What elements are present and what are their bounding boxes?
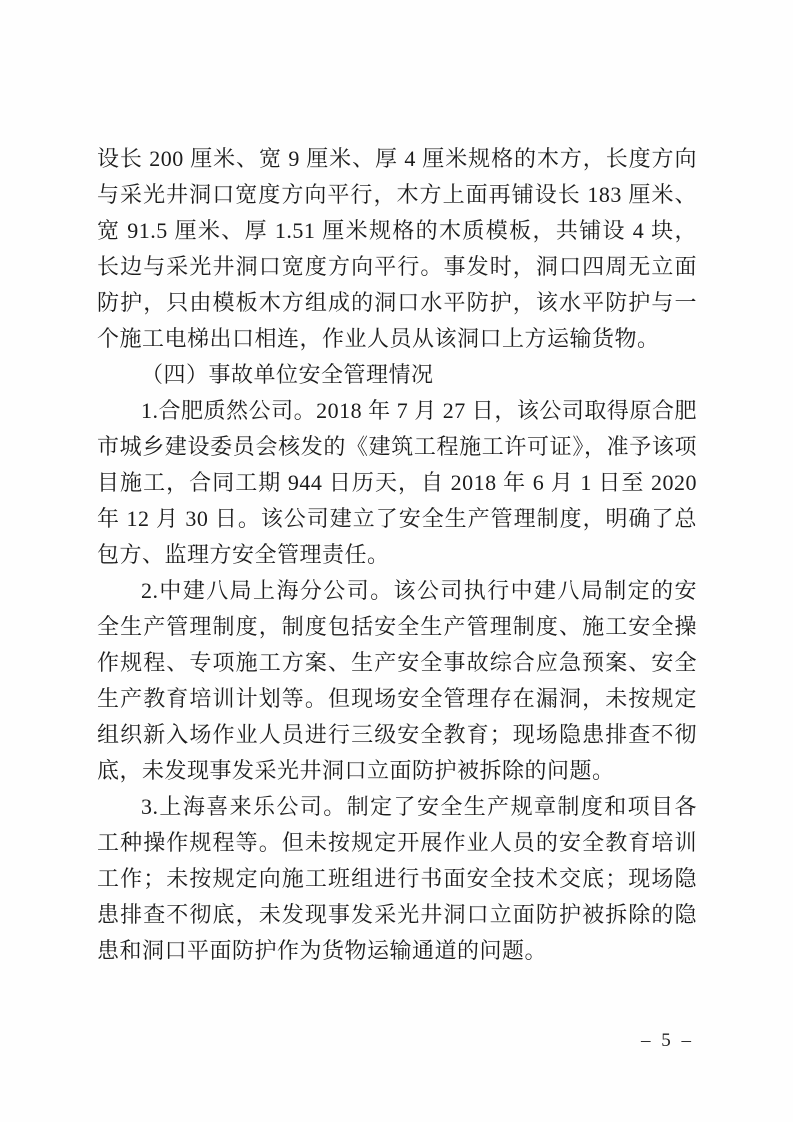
page-number: – 5 – (641, 1030, 694, 1051)
body-text (97, 141, 697, 969)
paragraph-item-3: 3.上海喜来乐公司。制定了安全生产规章制度和项目各工种操作规程等。但未按规定开展作业人员的安全教育培训工作；未按规定向施工班组进行书面安全技术交底；现场隐患排查不彻底，未发现事发采光井洞口立面防护被拆除的隐患和洞口平面防护作为货物运输通道的问题。 (97, 794, 697, 963)
section-heading: （四）事故单位安全管理情况 (141, 362, 434, 387)
paragraph-continuation: 设长 200 厘米、宽 9 厘米、厚 4 厘米规格的木方，长度方向与采光井洞口宽度方向平行，木方上面再铺设长 183 厘米、宽 91.5 厘米、厚 1.51 厘米规格的木质模板，共铺设 4 块，长边与采光井洞口宽度方向平行。事发时，洞口四周无立面防护，只由模板木方组成的洞口水平防护，该水平防护与一个施工电梯出口相连，作业人员从该洞口上方运输货物。 (97, 146, 697, 351)
paragraph-item-2: 2.中建八局上海分公司。该公司执行中建八局制定的安全生产管理制度，制度包括安全生产管理制度、施工安全操作规程、专项施工方案、生产安全事故综合应急预案、安全生产教育培训计划等。但现场安全管理存在漏洞，未按规定组织新入场作业人员进行三级安全教育；现场隐患排查不彻底，未发现事发采光井洞口立面防护被拆除的问题。 (97, 578, 697, 783)
paragraph-item-1: 1.合肥质然公司。2018 年 7 月 27 日，该公司取得原合肥市城乡建设委员会核发的《建筑工程施工许可证》，准予该项目施工，合同工期 944 日历天，自 2018 年 6 月 1 日至 2020 年 12 月 30 日。该公司建立了安全生产管理制度，明确了总包方、监理方安全管理责任。 (97, 398, 697, 567)
